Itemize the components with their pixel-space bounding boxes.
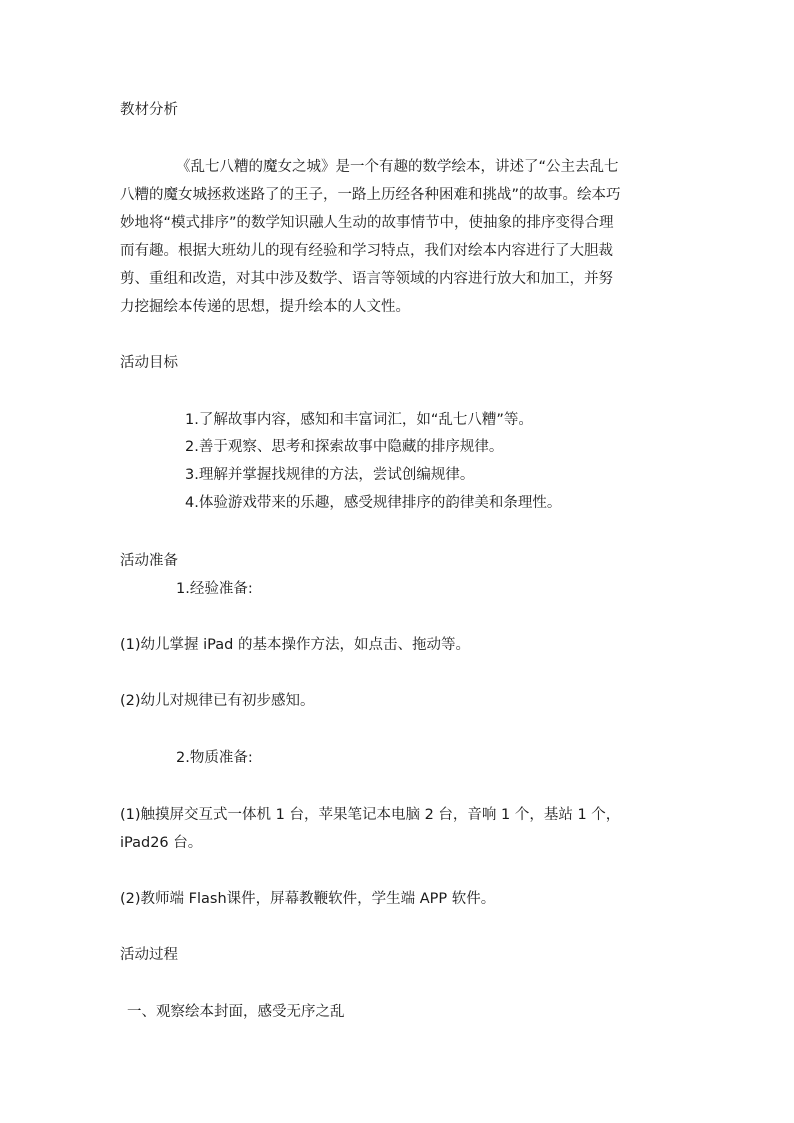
experience-item-1: (1)幼儿掌握 iPad 的基本操作方法，如点击、拖动等。 [120, 637, 470, 653]
analysis-line-6: 力挖掘绘本传递的思想，提升绘本的人文性。 [120, 299, 410, 315]
analysis-line-1: 《乱七八糟的魔女之城》是一个有趣的数学绘本，讲述了“公主去乱七 [176, 159, 619, 175]
section-title-preparation: 活动准备 [120, 553, 178, 569]
goal-item-1: 1.了解故事内容，感知和丰富词汇，如“乱七八糟”等。 [185, 412, 533, 428]
goal-item-2: 2.善于观察、思考和探索故事中隐藏的排序规律。 [185, 439, 504, 455]
experience-item-2: (2)幼儿对规律已有初步感知。 [120, 693, 315, 709]
analysis-line-5: 剪、重组和改造，对其中涉及数学、语言等领域的内容进行放大和加工，并努 [120, 271, 613, 287]
analysis-line-3: 妙地将“模式排序”的数学知识融人生动的故事情节中，使抽象的排序变得合理 [120, 215, 614, 231]
materials-item-2: (2)教师端 Flash课件，屏幕教鞭软件，学生端 APP 软件。 [120, 891, 496, 907]
section-title-goals: 活动目标 [120, 355, 178, 371]
goal-item-3: 3.理解并掌握找规律的方法，尝试创编规律。 [185, 467, 475, 483]
experience-prep-title: 1.经验准备: [176, 581, 253, 597]
goal-item-4: 4.体验游戏带来的乐趣，感受规律排序的韵律美和条理性。 [185, 495, 562, 511]
analysis-line-4: 而有趣。根据大班幼儿的现有经验和学习特点，我们对绘本内容进行了大胆裁 [120, 243, 613, 259]
materials-item-1-line-2: iPad26 台。 [120, 835, 203, 851]
materials-item-1-line-1: (1)触摸屏交互式一体机 1 台，苹果笔记本电脑 2 台，音响 1 个，基站 1 个， [120, 807, 621, 823]
materials-prep-title: 2.物质准备: [176, 750, 253, 766]
section-title-analysis: 教材分析 [120, 102, 178, 118]
section-title-process: 活动过程 [120, 947, 178, 963]
process-step-1: 一、观察绘本封面，感受无序之乱 [127, 1004, 345, 1020]
analysis-line-2: 八糟的魔女城拯救迷路了的王子，一路上历经各种困难和挑战”的故事。绘本巧 [120, 187, 621, 203]
